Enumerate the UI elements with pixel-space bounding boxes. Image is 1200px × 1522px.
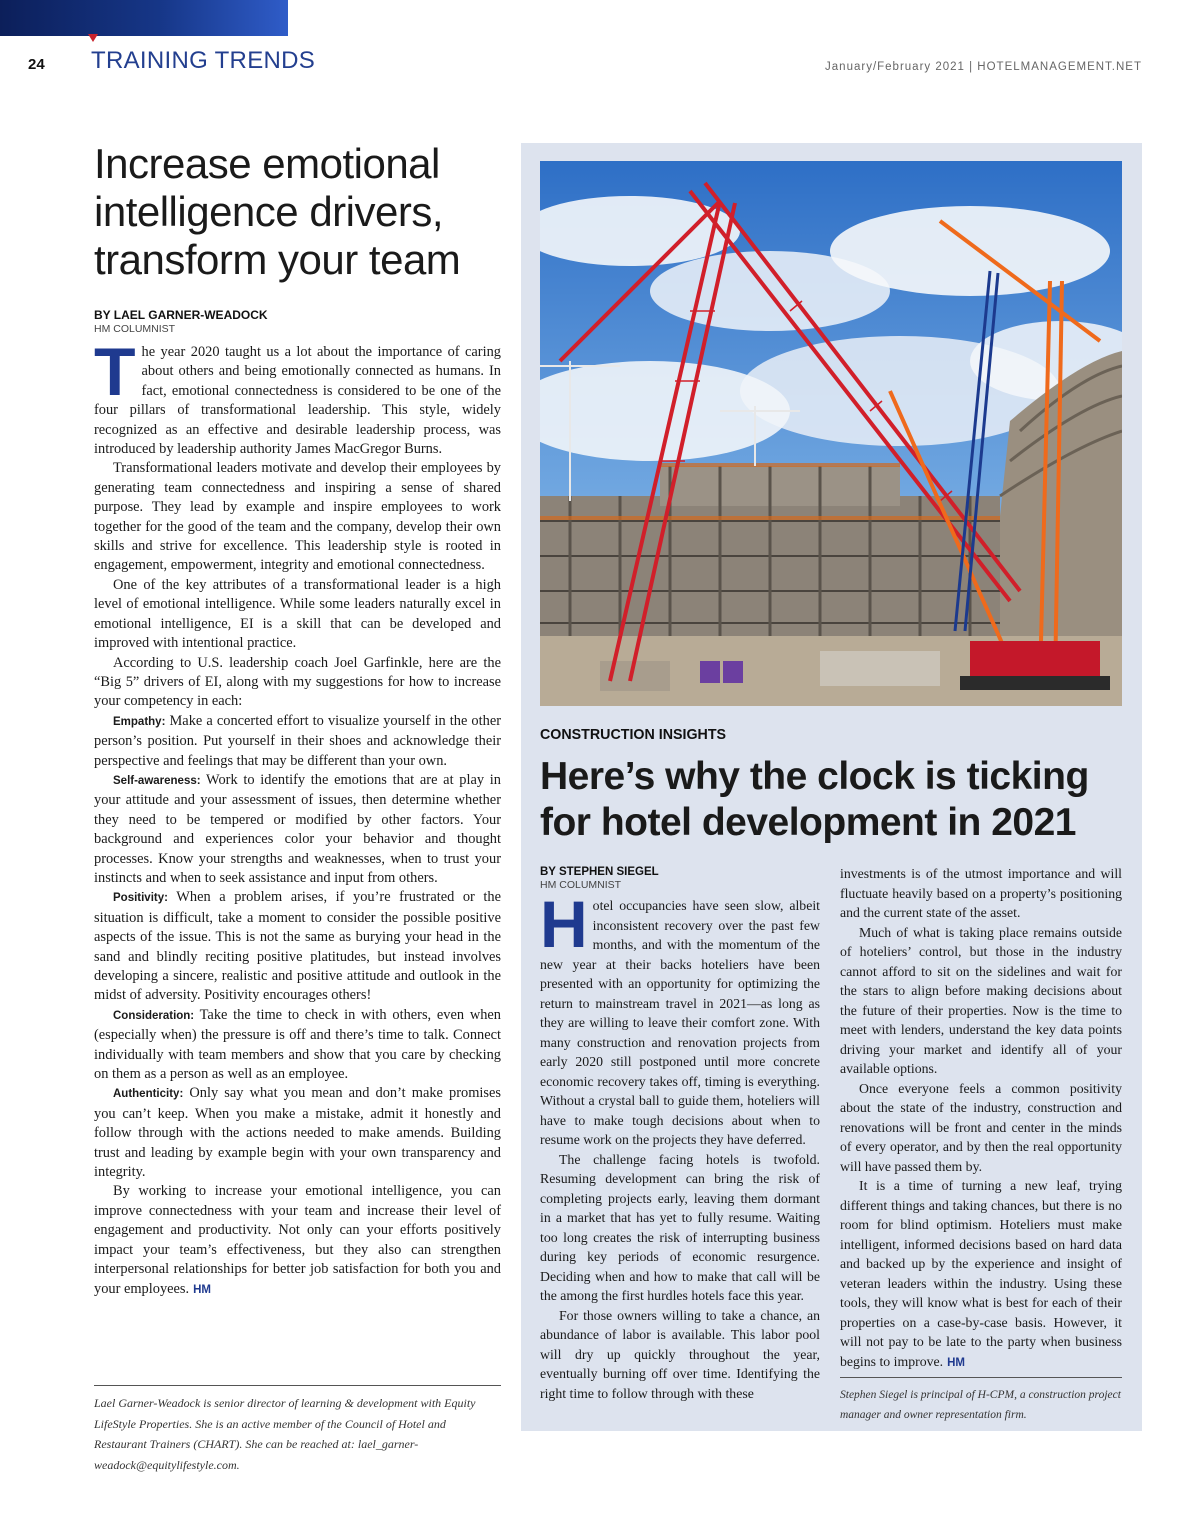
right-article-byline-role: HM COLUMNIST — [540, 879, 622, 891]
section-title: TRAINING TRENDS — [91, 47, 316, 74]
page-number: 24 — [28, 56, 45, 73]
right-paragraph: It is a time of turning a new leaf, trying different things and taking chances, but there is no room for blind optimism. Hoteliers must make intelligent, informed decisions based on hard data and backed up by the experience and insight of veteran leaders within the industry. Using these tools, they will know what is best for each of their properties on a case-by-case basis. However, it will not pay to be late to the party when business begins to improve. HM — [840, 1178, 1122, 1369]
left-paragraph: According to U.S. leadership coach Joel Garfinkle, here are the “Big 5” drivers of EI, along with my suggestions for how to increase your competency in each: — [94, 654, 501, 710]
right-article-headline: Here’s why the clock is ticking for hotel development in 2021 — [540, 755, 1089, 844]
right-paragraph: The challenge facing hotels is twofold. Resuming development can bring the risk of completing projects early, leaving them dormant in a market that has yet to fully resume. Waiting too long creates the risk of interrupting business during key periods of economic resurgence. Deciding when and how to make that call will be the among the first hurdles hotels face this year. — [540, 1151, 820, 1303]
drop-cap: H — [540, 887, 588, 961]
driver-label: Empathy: — [113, 715, 166, 728]
left-paragraph: Transformational leaders motivate and develop their employees by generating team connectedness and inspiring a sense of shared purpose. They lead by example and inspire employees to work together for the good of the team and the company, develop their own skills and strive for excellence. This leadership style is rooted in engagement, empowerment, integrity and emotional connectedness. — [94, 460, 501, 574]
left-closing-paragraph: By working to increase your emotional intelligence, you can improve connectedness with your team and increase their level of engagement and productivity. Not only can your efforts positively impact your team’s effectiveness, but they also can strengthen interpersonal relationships for better job satisfaction for both you and your employees. HM — [94, 1183, 501, 1297]
left-article-headline: Increase emotional intelligence drivers, transform your team — [94, 140, 461, 283]
right-article-column-1 — [540, 866, 820, 1403]
driver-consideration: Consideration: Take the time to check in with others, even when (especially when) the pressure is off and there’s time to talk. Connect individually with team members and show that you care by checking on them as a person as well as an employee. — [94, 1006, 501, 1083]
left-paragraph: The year 2020 taught us a lot about the importance of caring about others and being emotionally connected as humans. In fact, emotional connectedness is considered to be one of the four pillars of transformational leadership. This style, widely recognized as an effective and desirable leadership process, was introduced by leadership authority James MacGregor Burns. — [94, 334, 501, 458]
left-article-byline-role: HM COLUMNIST — [94, 323, 176, 335]
issue-date-line: January/February 2021 | HOTELMANAGEMENT.NET — [825, 61, 1142, 73]
right-paragraph: Hotel occupancies have seen slow, albeit inconsistent recovery over the past few months, and with the momentum of the new year at their backs hoteliers have been presented with an opportunity for optimizing the return to mainstream travel in 2021—as long as they are willing to leave their comfort zone. With many construction and renovation projects from early 2020 still postponed until more concrete economic recovery takes off, timing is everything. Without a crystal ball to guide them, hoteliers will have to make tough decisions about when to resume work on the projects they have deferred. — [540, 887, 820, 1147]
driver-label: Consideration: — [113, 1009, 195, 1022]
right-article-column-2 — [840, 864, 1122, 1373]
hm-end-mark: HM — [947, 1356, 965, 1369]
right-paragraph: For those owners willing to take a chance, an abundance of labor is available. This labor pool will dry up quickly throughout the year, eventually burning off over time. Identifying the right time to follow through with these — [540, 1307, 820, 1401]
driver-label: Positivity: — [113, 892, 168, 905]
driver-authenticity: Authenticity: Only say what you mean and don’t make promises you can’t keep. When you make a mistake, admit it honestly and follow through with the actions needed to make amends. Building trust and leading by example begin with your own transparency and integrity. — [94, 1085, 501, 1181]
driver-self-awareness: Self-awareness: Work to identify the emotions that are at play in your attitude and your assessment of issues, then determine whether they need to be tempered or modified by other factors. Your background and experiences color your behavior and thought processes. Know your strengths and weaknesses, when to trust your instincts and when to seek assistance and input from others. — [94, 771, 501, 886]
left-article-byline: BY LAEL GARNER-WEADOCK — [94, 308, 268, 322]
right-article-body-1 — [540, 887, 820, 1403]
driver-label: Self-awareness: — [113, 774, 201, 787]
header-color-bar — [0, 0, 288, 36]
driver-label: Authenticity: — [113, 1088, 184, 1101]
left-article — [94, 140, 501, 1300]
left-paragraph: One of the key attributes of a transformational leader is a high level of emotional intelligence. While some leaders naturally excel in emotional intelligence, EI is a skill that can be developed and improved with intentional practice. — [94, 576, 501, 652]
right-paragraph-continued: investments is of the utmost importance and will fluctuate heavily based on a property’s positioning and the current state of the asset. — [840, 866, 1122, 920]
sidebar-kicker: CONSTRUCTION INSIGHTS — [540, 726, 727, 743]
right-paragraph: Once everyone feels a common positivity about the state of the industry, construction and renovations will be front and center in the minds of every operator, and by then the real opportunity will have passed them by. — [840, 1080, 1122, 1174]
right-paragraph: Much of what is taking place remains outside of hoteliers’ control, but those in the industry cannot afford to sit on the sidelines and wait for the stars to align before making decisions about the future of their properties. Now is the time to meet with lenders, understand the key data points driving your market and identify all of your available options. — [840, 924, 1122, 1076]
left-author-bio: Lael Garner-Weadock is senior director of learning & development with Equity LifeStyle Properties. She is an active member of the Council of Hotel and Restaurant Trainers (CHART). She can be reached at: lael_garner-weadock@equitylifestyle.com. — [94, 1385, 501, 1475]
driver-empathy: Empathy: Make a concerted effort to visualize yourself in the other person’s position. Put yourself in their shoes and acknowledge their perspective and feelings that may be different than your own. — [94, 712, 501, 769]
right-article-body-2 — [840, 864, 1122, 1373]
driver-positivity: Positivity: When a problem arises, if you’re frustrated or the situation is difficult, take a moment to consider the possible positive aspects of the issue. This is not the same as burying your head in the sand and blindly reciting positive platitudes, but instead involves developing a sincere, realistic and positive attitude and outlook in the midst of adversity. Positivity encourages others! — [94, 889, 502, 1004]
left-article-body — [94, 334, 502, 1300]
right-article-byline: BY STEPHEN SIEGEL — [540, 866, 659, 878]
right-author-bio: Stephen Siegel is principal of H-CPM, a construction project manager and owner representation firm. — [840, 1377, 1122, 1425]
hm-end-mark: HM — [193, 1283, 212, 1296]
header-red-marker — [88, 34, 98, 42]
drop-cap: T — [94, 334, 136, 410]
construction-cranes-photo — [540, 161, 1122, 706]
